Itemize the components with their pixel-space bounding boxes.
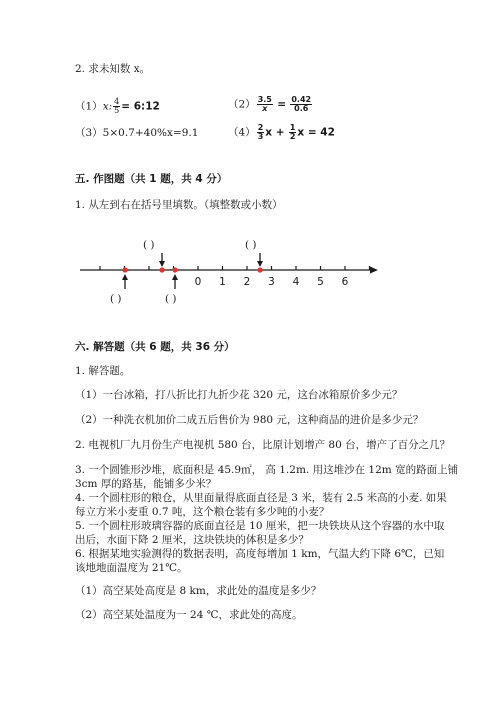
fraction-numerator: 3.5: [257, 95, 272, 104]
section6-question-4-line-2: 每立方米小麦重 0.7 吨，这个粮仓装有多少吨的小麦？: [75, 506, 330, 518]
section5-question-1: 1. 从左到右在括号里填数。（填整数或小数）: [75, 199, 283, 211]
arrow-down-icon: [159, 253, 165, 267]
fraction-numerator: 0.42: [291, 95, 312, 104]
number-line-tick-label: 2: [243, 276, 251, 288]
section-heading-5: 五. 作图题（共 1 题，共 4 分）: [75, 173, 228, 185]
number-line-tick-label: 1: [219, 276, 226, 288]
problem-text: x = 42: [297, 126, 335, 139]
arrow-down-icon: [257, 253, 263, 267]
section6-question-5-line-1: 5. 一个圆柱形玻璃容器的底面直径是 10 厘米，把一块铁块从这个容器的水中取: [75, 520, 445, 532]
number-line-tick-label: 4: [292, 276, 300, 288]
number-line-tick-label: 6: [341, 276, 349, 288]
answer-blank-top-1: ( ): [143, 239, 155, 251]
red-point: [122, 267, 127, 272]
section6-question-6a: （1）高空某处高度是 8 km，求此处的温度是多少？: [75, 585, 322, 597]
section6-question-4-line-1: 4. 一个圆柱形的粮仓，从里面量得底面直径是 3 米，装有 2.5 米高的小麦. 如果: [75, 492, 447, 504]
answer-blank-bottom-1: ( ): [110, 293, 122, 305]
q2-title: 2. 求未知数 x。: [75, 63, 151, 75]
section6-question-2: 2. 电视机厂九月份生产电视机 580 台，比原计划增产 80 台，增产了百分之几？: [75, 439, 451, 451]
red-point: [172, 267, 177, 272]
number-line-diagram: [0, 0, 500, 330]
section6-question-3-line-2: 3cm 厚的路基，能铺多少米？: [75, 478, 217, 490]
red-point: [159, 267, 164, 272]
q2-problem-3: （3）5×0.7+40%x=9.1: [75, 127, 199, 139]
equals-sign: =: [277, 98, 287, 111]
arrow-up-icon: [172, 274, 178, 289]
red-point: [257, 267, 262, 272]
number-line-tick-label: 3: [268, 276, 275, 288]
fraction-denominator: x: [262, 104, 268, 113]
fraction-denominator: 3: [257, 132, 264, 141]
number-line-tick-label: 0: [194, 276, 202, 288]
number-line-ticks: [100, 266, 370, 288]
section6-question-1a: （1）一台冰箱，打八折比打九折少花 320 元，这台冰箱原价多少元？: [75, 389, 403, 401]
section6-question-6b: （2）高空某处温度为一 24 ℃，求此处的高度。: [75, 609, 303, 621]
section6-question-1: 1. 解答题。: [75, 365, 131, 377]
section6-question-6-line-2: 该地地面温度为 21℃。: [75, 562, 188, 574]
answer-blank-bottom-2: ( ): [165, 293, 177, 305]
problem-label: （4）: [228, 126, 256, 139]
section6-question-5-line-2: 出后，水面下降 2 厘米，这块铁块的体积是多少？: [75, 534, 309, 546]
section6-question-1b: （2）一种洗衣机加价二成五后售价为 980 元，这种商品的进价是多少元？: [75, 414, 424, 426]
arrow-up-icon: [122, 274, 128, 289]
problem-label: （1）: [75, 100, 103, 113]
answer-blank-top-2: ( ): [245, 239, 257, 251]
section6-question-6-line-1: 6. 根据某地实验测得的数据表明，高度每增加 1 km，气温大约下降 6℃，已知: [75, 548, 445, 560]
problem-text: x +: [265, 126, 285, 139]
fraction-numerator: 2: [257, 123, 264, 132]
number-line-arrowhead: [370, 267, 378, 274]
problem-text: x:: [102, 100, 113, 113]
fraction-numerator: 4: [114, 97, 120, 106]
section6-question-3-line-1: 3. 一个圆锥形沙堆，底面积是 45.9㎡， 高 1.2m. 用这堆沙在 12m 宽的路面上铺: [75, 464, 459, 476]
problem-label: （2）: [228, 98, 256, 111]
fraction-denominator: 0.6: [294, 104, 309, 113]
fraction-numerator: 1: [289, 123, 296, 132]
fraction-denominator: 2: [289, 132, 296, 141]
problem-text: = 6:12: [121, 100, 160, 113]
fraction-denominator: 5: [114, 106, 120, 115]
number-line-tick-label: 5: [317, 276, 324, 288]
section-heading-6: 六. 解答题（共 6 题，共 36 分）: [75, 341, 235, 353]
